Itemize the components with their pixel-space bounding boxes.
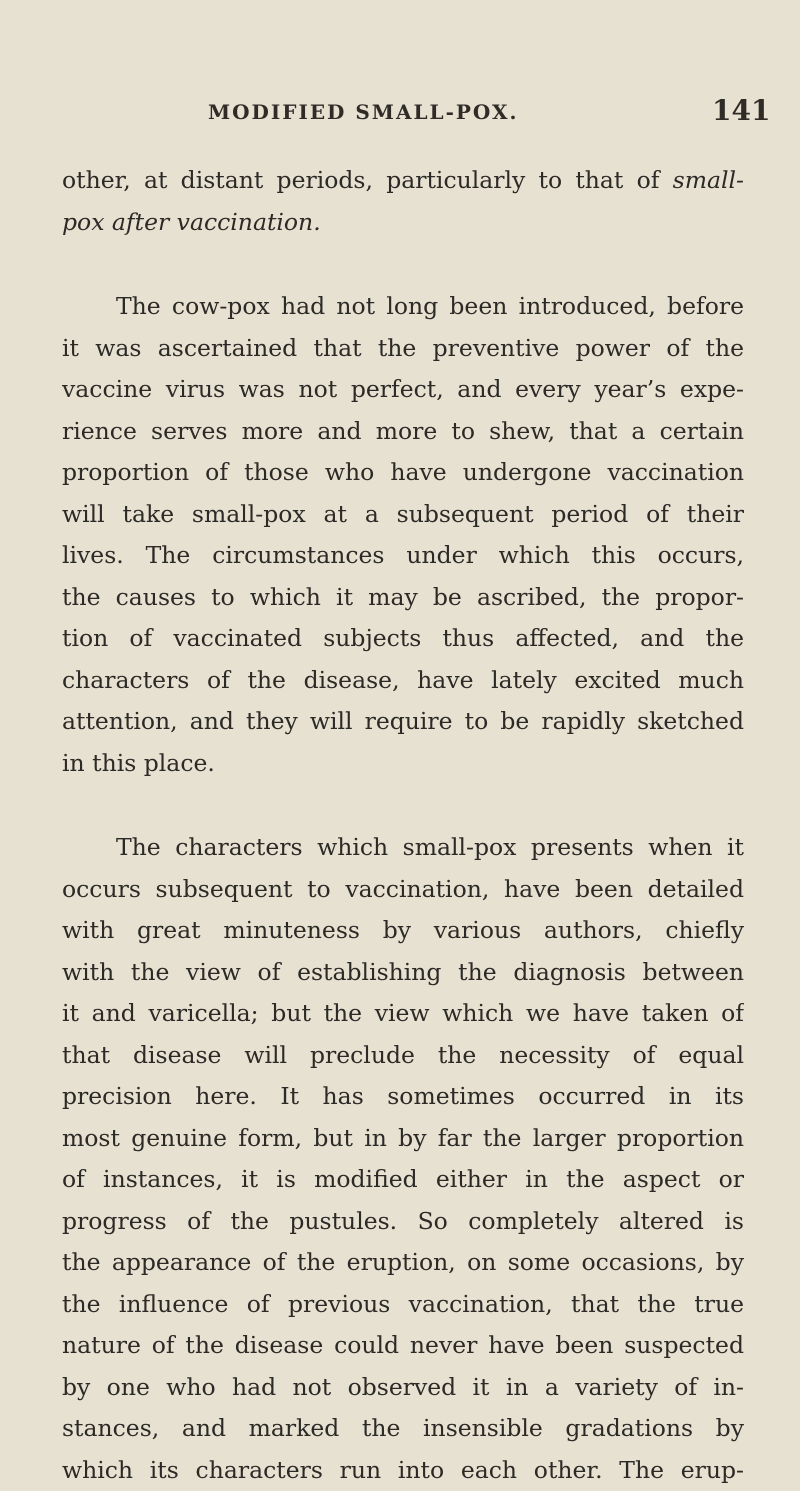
- text-run: it and varicella; but the view which we have taken of: [62, 999, 744, 1027]
- text-run: progress of the pustules. So completely altered is: [62, 1207, 744, 1235]
- text-run: which its characters run into each other. The erup-: [62, 1456, 744, 1484]
- page-number: 141: [712, 94, 770, 127]
- text-run: will take small-pox at a subsequent period of their: [62, 500, 744, 528]
- paragraph: [62, 827, 744, 1491]
- text-line: [62, 869, 744, 911]
- text-run: rience serves more and more to shew, that a certain: [62, 417, 744, 445]
- text-line: [62, 1367, 744, 1409]
- text-run: the influence of previous vaccination, that the true: [62, 1290, 744, 1318]
- text-line: [62, 910, 744, 952]
- text-run: The characters which small-pox presents when it: [116, 833, 744, 861]
- text-run: tion of vaccinated subjects thus affected, and the: [62, 624, 744, 652]
- text-line: [62, 1242, 744, 1284]
- text-line: [62, 202, 744, 244]
- text-run: characters of the disease, have lately excited much: [62, 666, 744, 694]
- text-run: the causes to which it may be ascribed, the propor-: [62, 583, 744, 611]
- text-run: by one who had not observed it in a variety of in-: [62, 1373, 744, 1401]
- text-line: [62, 1408, 744, 1450]
- text-run: with great minuteness by various authors, chiefly: [62, 916, 744, 944]
- text-line: [62, 535, 744, 577]
- text-line: [62, 1325, 744, 1367]
- text-run: lives. The circumstances under which this occurs,: [62, 541, 744, 569]
- text-run: attention, and they will require to be rapidly sketched: [62, 707, 744, 735]
- text-line: [62, 993, 744, 1035]
- text-run: stances, and marked the insensible gradations by: [62, 1414, 744, 1442]
- italic-text: small-: [673, 166, 744, 194]
- text-run: vaccine virus was not perfect, and every year’s expe-: [62, 375, 744, 403]
- text-run: The cow-pox had not long been introduced, before: [116, 292, 744, 320]
- text-run: occurs subsequent to vaccination, have been detailed: [62, 875, 744, 903]
- text-line: [62, 1118, 744, 1160]
- running-title: MODIFIED SMALL-POX.: [208, 100, 518, 124]
- text-line: [62, 452, 744, 494]
- italic-text: pox after vaccination.: [62, 208, 321, 236]
- paragraph-gap: [62, 784, 744, 827]
- text-line: [62, 1159, 744, 1201]
- paragraph-gap: [62, 243, 744, 286]
- paragraph: [62, 286, 744, 784]
- text-line: [62, 286, 744, 328]
- text-line: [62, 1284, 744, 1326]
- text-run: that disease will preclude the necessity of equal: [62, 1041, 744, 1069]
- text-run: proportion of those who have undergone vaccination: [62, 458, 744, 486]
- text-line: [62, 411, 744, 453]
- text-run: most genuine form, but in by far the larger proportion: [62, 1124, 744, 1152]
- text-run: with the view of establishing the diagnosis between: [62, 958, 744, 986]
- text-line: [62, 494, 744, 536]
- text-line: [62, 701, 744, 743]
- text-line: [62, 827, 744, 869]
- text-line: [62, 369, 744, 411]
- text-line: [62, 743, 744, 785]
- text-run: of instances, it is modified either in the aspect or: [62, 1165, 744, 1193]
- text-run: other, at distant periods, particularly to that of: [62, 166, 673, 194]
- text-line: [62, 328, 744, 370]
- text-run: it was ascertained that the preventive power of the: [62, 334, 744, 362]
- paragraph: [62, 160, 744, 243]
- text-line: [62, 1035, 744, 1077]
- text-line: [62, 160, 744, 202]
- text-line: [62, 660, 744, 702]
- text-line: [62, 618, 744, 660]
- text-run: nature of the disease could never have been suspected: [62, 1331, 744, 1359]
- text-run: in this place.: [62, 749, 215, 777]
- text-line: [62, 1076, 744, 1118]
- text-line: [62, 952, 744, 994]
- running-head: [0, 100, 800, 140]
- text-run: the appearance of the eruption, on some occasions, by: [62, 1248, 744, 1276]
- text-line: [62, 577, 744, 619]
- text-run: precision here. It has sometimes occurred in its: [62, 1082, 744, 1110]
- text-line: [62, 1201, 744, 1243]
- text-line: [62, 1450, 744, 1491]
- body-text: [62, 160, 744, 1491]
